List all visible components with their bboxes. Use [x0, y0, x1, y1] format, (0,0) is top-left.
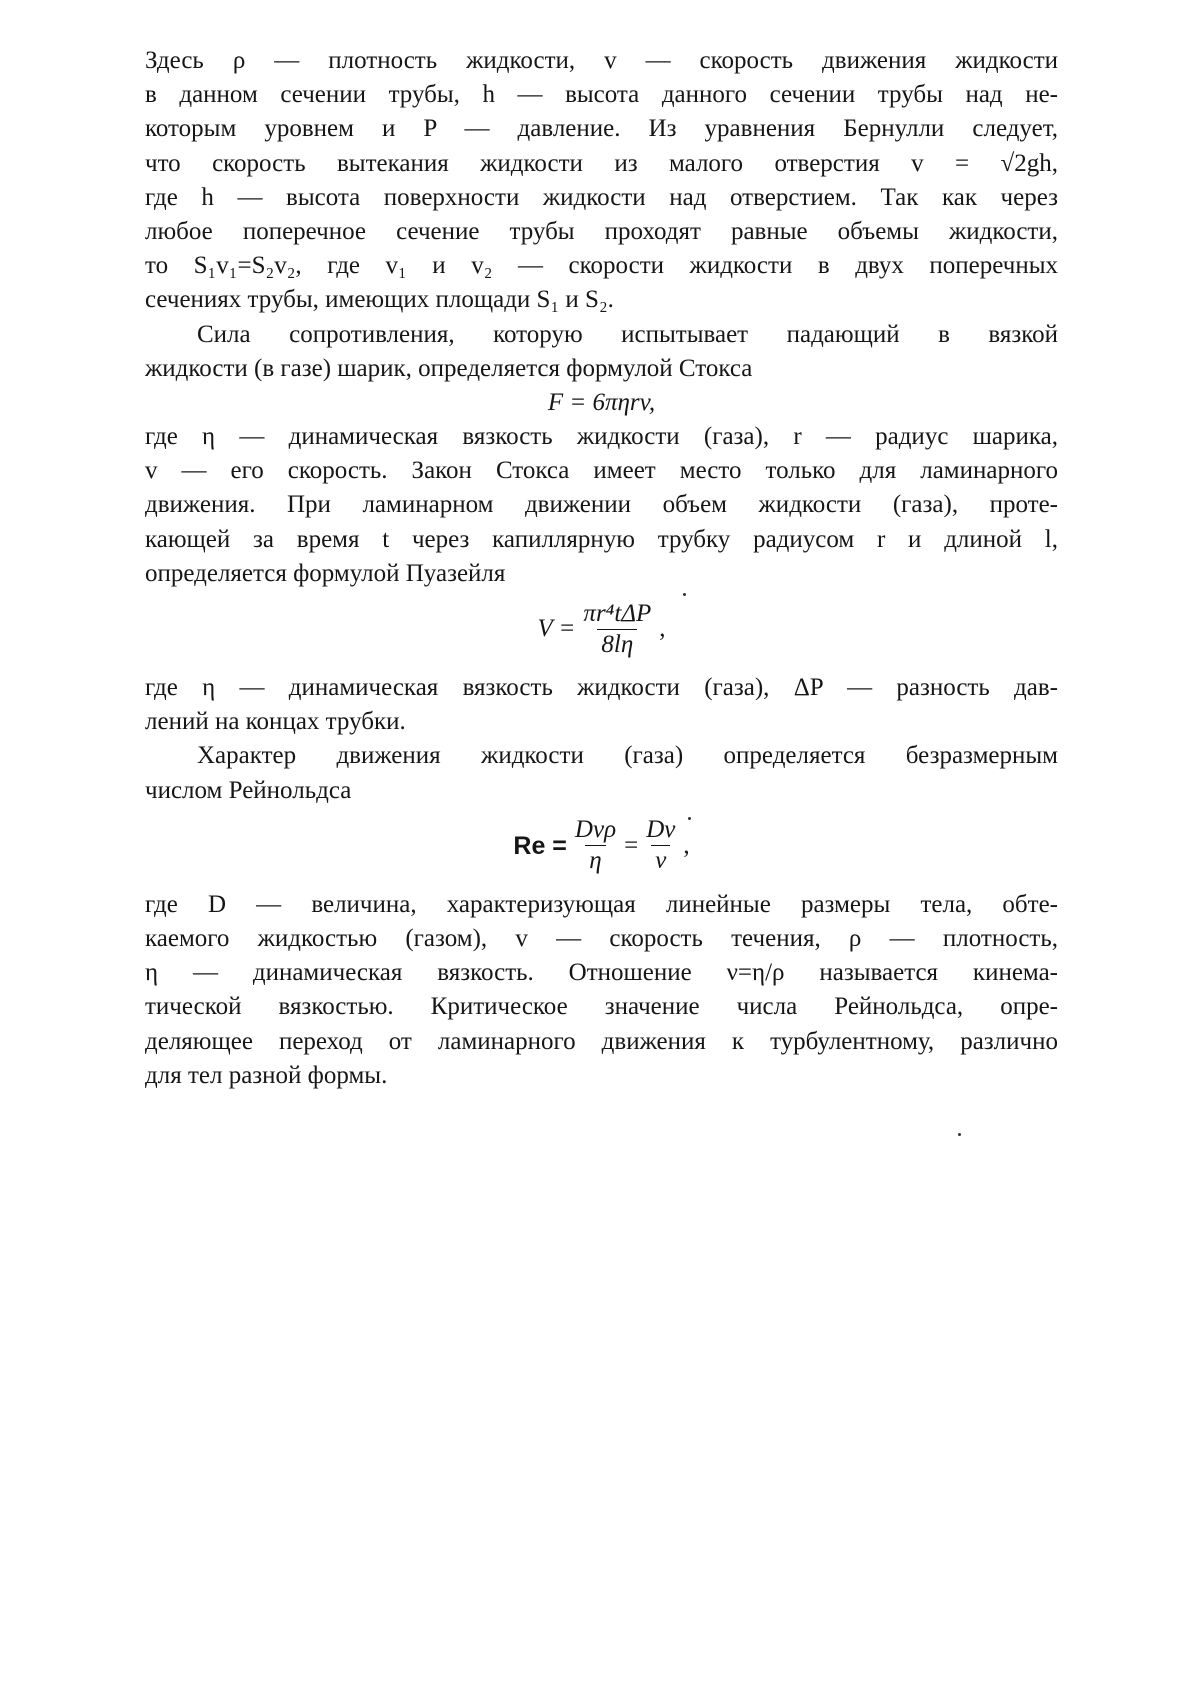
text-line: числом Рейнольдса [145, 776, 352, 804]
fraction-denominator: 8lη [597, 629, 637, 660]
text-line: сечениях трубы, имеющих площади S₁ и S₂. [145, 286, 614, 314]
text-line: что скорость вытекания жидкости из малого отверстия v = √2gh, [145, 149, 1058, 177]
text-line: где D — величина, характеризующая линейные размеры тела, обте- [145, 890, 1058, 918]
text-line: движения. При ламинарном движении объем жидкости (газа), проте- [145, 491, 1058, 519]
text-line: тической вязкостью. Критическое значение числа Рейнольдса, опре- [145, 993, 1058, 1021]
paragraph-bernoulli [145, 44, 1058, 318]
text-line: любое поперечное сечение трубы проходят равные объемы жидкости, [145, 217, 1058, 245]
text-line: то S₁v₁=S₂v₂, где v₁ и v₂ — скорости жидкости в двух поперечных [145, 252, 1058, 280]
page-text [145, 44, 1058, 1093]
text-line: определяется формулой Пуазейля [145, 559, 506, 587]
text-line: для тел разной формы. [145, 1061, 388, 1089]
formula-lhs: V = [537, 614, 576, 642]
scan-speck [688, 817, 691, 820]
paragraph-reynolds-explain [145, 888, 1058, 1093]
text-line: жидкости (в газе) шарик, определяется формулой Стокса [145, 354, 753, 382]
paragraph-reynolds-intro [145, 739, 1058, 807]
text-line: где h — высота поверхности жидкости над отверстием. Так как через [145, 183, 1058, 211]
fraction [579, 599, 655, 660]
text-line: лений на концах трубки. [145, 708, 406, 736]
fraction [642, 815, 679, 876]
formula-lhs: Re = [513, 831, 567, 860]
paragraph-poiseuille-explain [145, 671, 1058, 739]
scan-speck [683, 593, 686, 596]
text-line: Здесь ρ — плотность жидкости, v — скорость движения жидкости [145, 47, 1058, 74]
formula-equals: = [624, 831, 639, 859]
formula-tail: , [659, 614, 666, 642]
fraction-numerator: Dvρ [574, 816, 617, 844]
paragraph-stokes-explain [145, 420, 1058, 591]
text-line: η — динамическая вязкость. Отношение ν=η/ρ называется кинема- [145, 959, 1058, 987]
scan-speck [958, 1133, 961, 1136]
text-line: которым уровнем и P — давление. Из уравнения Бернулли следует, [145, 115, 1058, 143]
text-line: Сила сопротивления, которую испытывает падающий в вязкой [197, 320, 1058, 348]
fraction-denominator: ν [651, 845, 670, 876]
text-line: v — его скорость. Закон Стокса имеет место только для ламинарного [145, 457, 1058, 485]
text-line: в данном сечении трубы, h — высота данного сечении трубы над не- [145, 81, 1058, 109]
fraction-numerator: Dv [646, 816, 676, 844]
text-line: Характер движения жидкости (газа) определяется безразмерным [197, 742, 1058, 770]
text-line: где η — динамическая вязкость жидкости (газа), ΔP — разность дав- [145, 674, 1058, 701]
text-line: деляющее переход от ламинарного движения к турбулентному, различно [145, 1027, 1058, 1055]
stokes-formula: F = 6πηrv, [547, 388, 656, 416]
text-line: кающей за время t через капиллярную трубку радиусом r и длиной l, [145, 525, 1058, 553]
text-line: каемого жидкостью (газом), v — скорость течения, ρ — плотность, [145, 924, 1058, 952]
paragraph-stokes-intro [145, 318, 1058, 386]
formula-tail: , [683, 831, 690, 859]
fraction-numerator: πr⁴tΔP [583, 599, 652, 627]
text-line: где η — динамическая вязкость жидкости (газа), r — радиус шарика, [145, 423, 1058, 451]
reynolds-formula [145, 810, 1058, 882]
fraction [571, 815, 620, 876]
fraction-denominator: η [585, 845, 605, 876]
poiseuille-formula [145, 593, 1058, 665]
